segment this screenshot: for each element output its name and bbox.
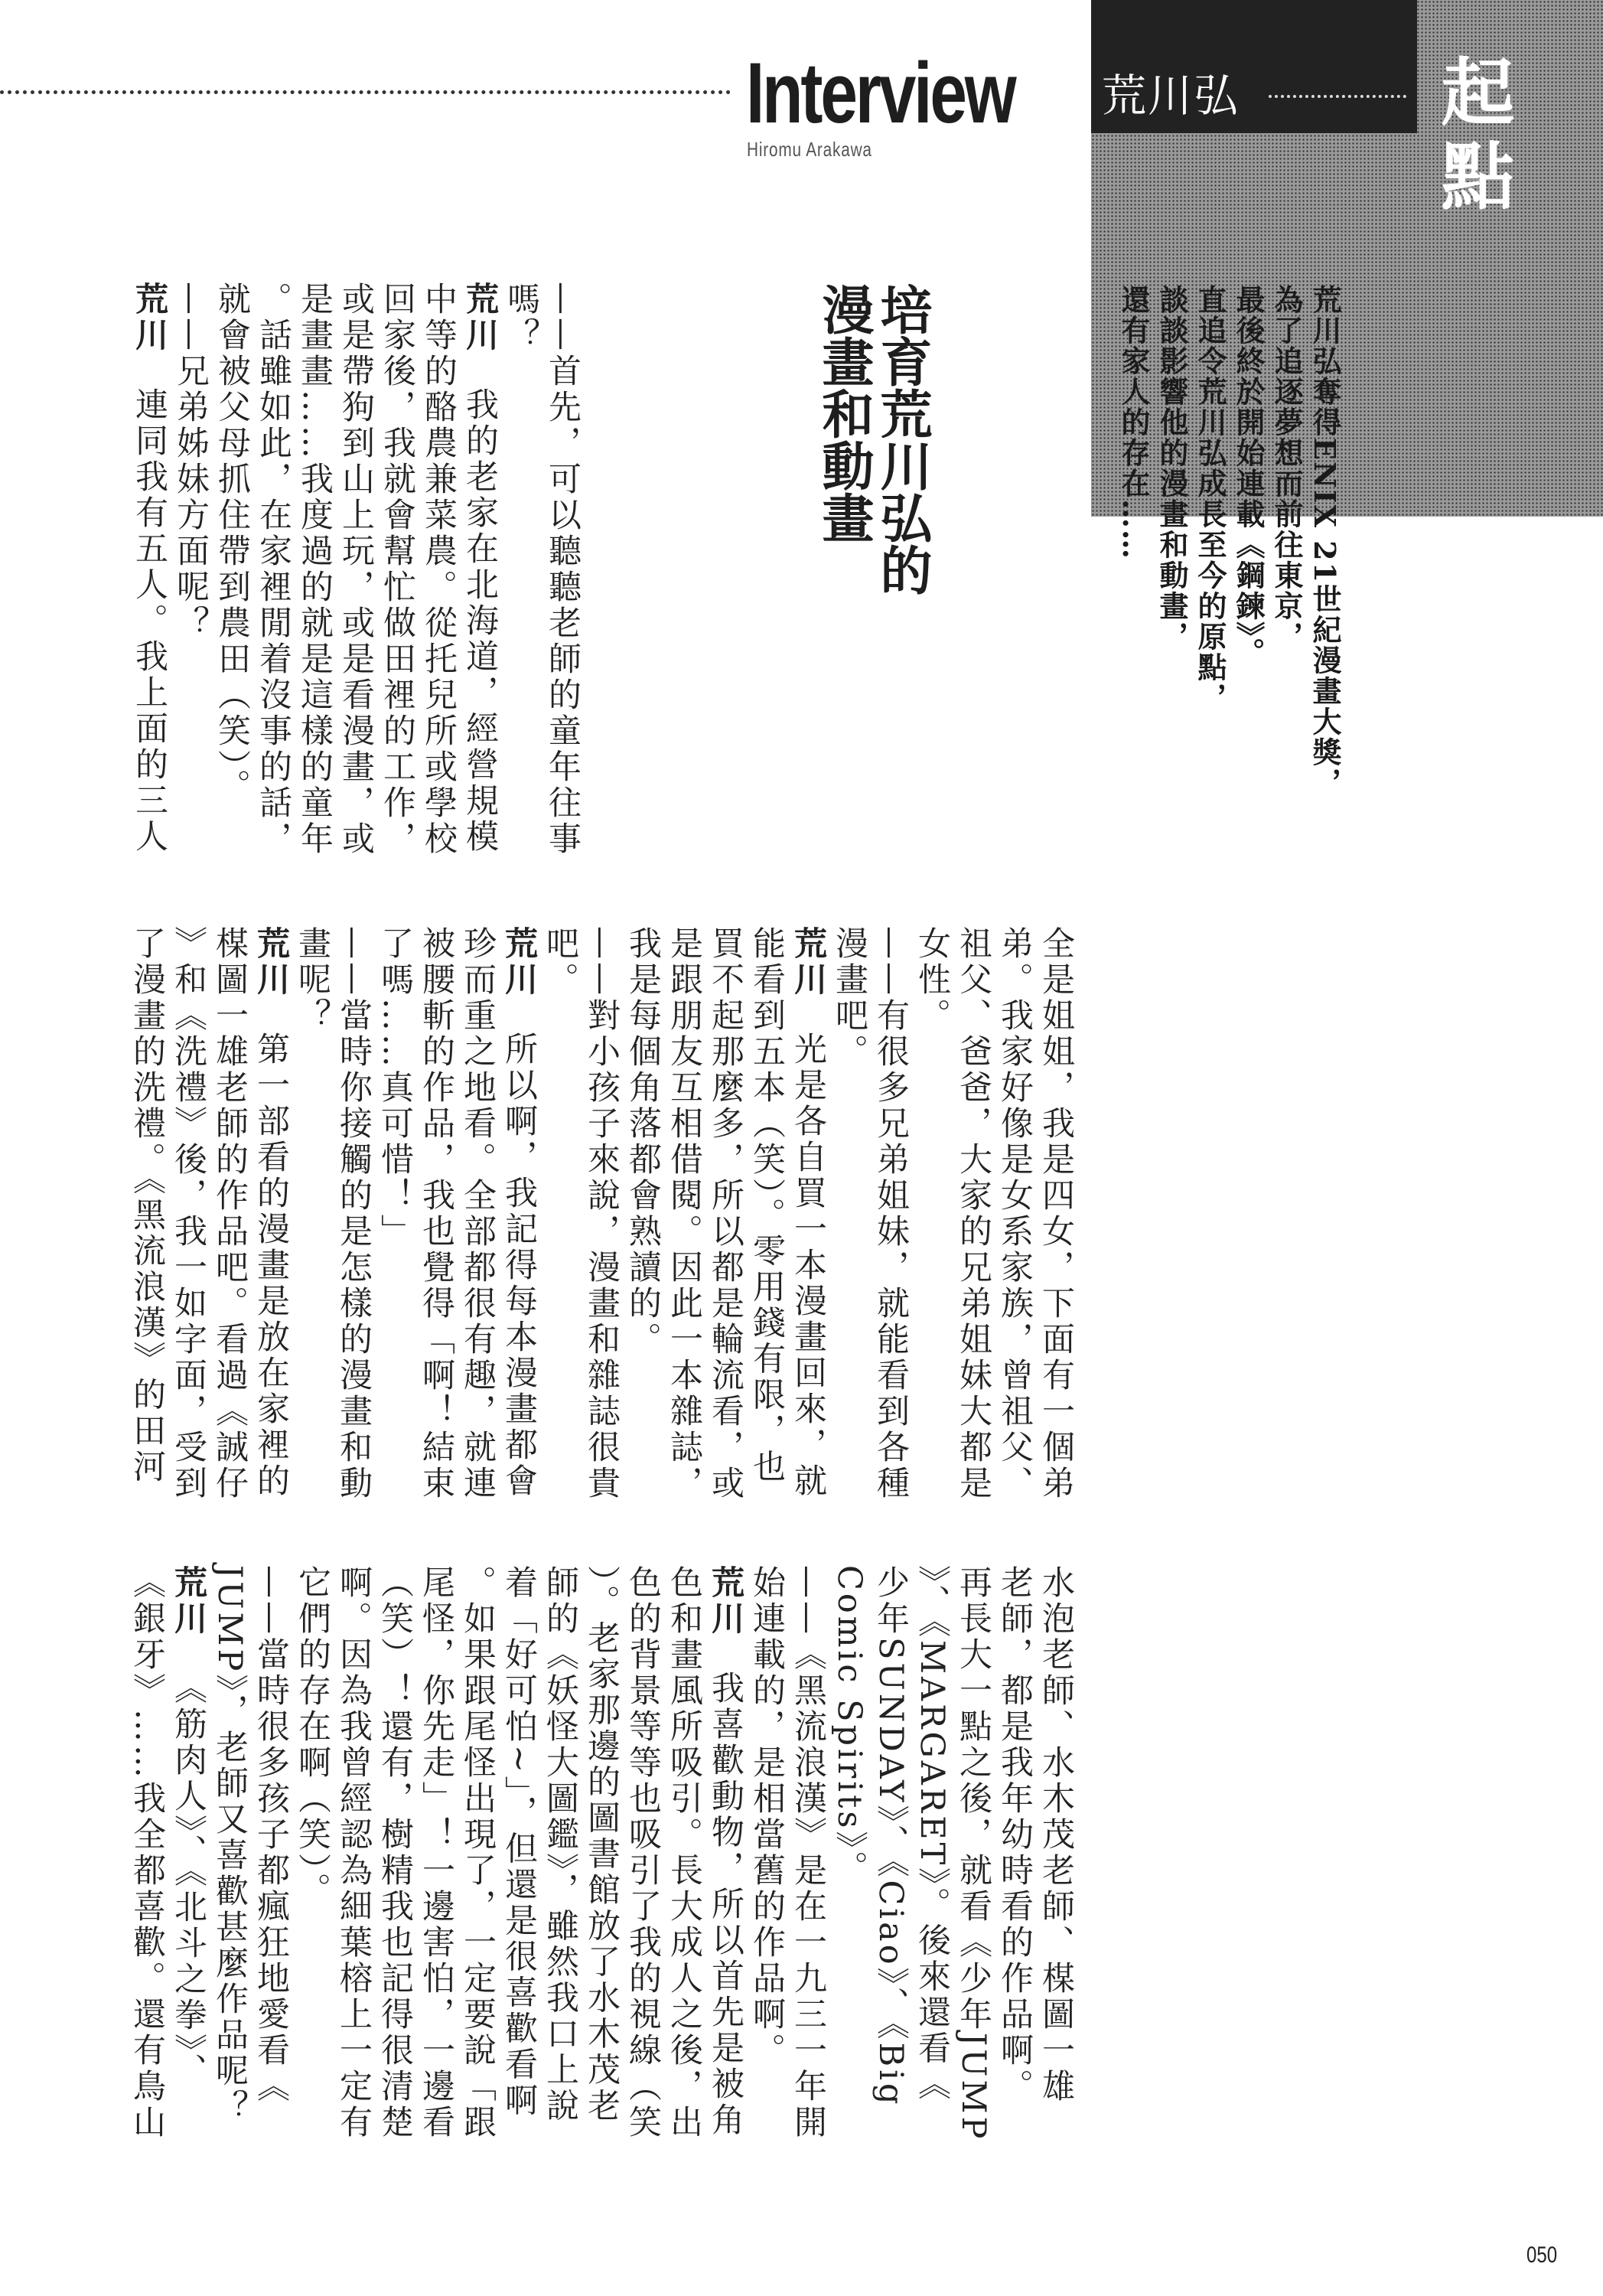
intro-line: 談談影響他的漫畫和動畫， bbox=[1155, 285, 1189, 652]
answer-text: 《筋肉人》、《北斗之拳》、 bbox=[169, 1671, 207, 2089]
text-line: 老師，都是我年幼時看的作品啊。 bbox=[995, 1565, 1034, 2105]
question-line: ——有很多兄弟姐妹，就能看到各種 bbox=[872, 926, 910, 1502]
body-block-middle bbox=[126, 926, 1077, 1502]
speaker-label: 荒川 bbox=[130, 282, 168, 354]
text-line: 嗎？ bbox=[502, 282, 540, 354]
speaker-label: 荒川 bbox=[169, 1565, 207, 1637]
text-line: 吧。 bbox=[541, 926, 579, 998]
headline-line: 培育荒川弘的 bbox=[872, 283, 933, 595]
page-number: 050 bbox=[1526, 2242, 1558, 2268]
answer-text: 光是各自買一本漫畫回來，就 bbox=[789, 1032, 827, 1499]
text-line: 師的《妖怪大圖鑑》，雖然我口上說 bbox=[541, 1565, 579, 2125]
text-line: 少年SUNDAY》、《Ciao》、《Big bbox=[872, 1565, 910, 2108]
intro-line: 荒川弘奪得ENIX 21世紀漫畫大獎， bbox=[1308, 285, 1342, 799]
text-line: 水泡老師、水木茂老師、楳圖一雄 bbox=[1037, 1565, 1075, 2105]
question-line: ——首先，可以聽聽老師的童年往事 bbox=[543, 282, 582, 857]
author-dotted-rule bbox=[1269, 95, 1406, 98]
author-name: 荒川弘 bbox=[1102, 70, 1240, 122]
speaker-label: 荒川 bbox=[252, 926, 290, 998]
text-line: 女性。 bbox=[913, 926, 951, 1034]
answer-line bbox=[787, 926, 829, 1499]
intro-line: 最後終於開始連載《鋼鍊》。 bbox=[1231, 285, 1266, 668]
answer-text: 連同我有五人。我上面的三人 bbox=[130, 387, 168, 855]
text-line: 楳圖一雄老師的作品吧。看過《誠仔 bbox=[210, 926, 249, 1502]
text-line: 了漫畫的洗禮。《黑流浪漢》的田河 bbox=[128, 926, 166, 1486]
speaker-label: 荒川 bbox=[461, 282, 499, 354]
text-line: 回家後，我就會幫忙做田裡的工作， bbox=[378, 282, 416, 857]
text-line: 我是每個角落都會熟讀的。 bbox=[624, 926, 662, 1358]
text-line: JUMP》，老師又喜歡甚麼作品呢？ bbox=[210, 1565, 249, 2125]
text-line: 或是帶狗到山上玩，或是看漫畫，或 bbox=[337, 282, 375, 857]
text-line: 是跟朋友互相借閱。因此一本雜誌， bbox=[665, 926, 703, 1502]
body-block-lower bbox=[126, 1565, 1077, 2147]
text-line: 畫呢？ bbox=[293, 926, 331, 1034]
text-line: （笑）！還有，樹精我也記得很清楚 bbox=[376, 1565, 414, 2141]
text-line: 啊。因為我曾經認為細葉榕上一定有 bbox=[334, 1565, 373, 2141]
text-line: 尾怪，你先走」！一邊害怕，一邊看 bbox=[417, 1565, 455, 2141]
text-line: 。話雖如此，在家裡閒着沒事的話， bbox=[254, 282, 292, 857]
text-line: 着「好可怕~」，但還是很喜歡看啊 bbox=[500, 1565, 538, 2119]
speaker-label: 荒川 bbox=[500, 926, 538, 998]
text-line: 了嗎……真可惜！」 bbox=[376, 926, 414, 1250]
answer-text: 所以啊，我記得每本漫畫都會 bbox=[500, 1032, 538, 1499]
text-line: 珍而重之地看。全部都很有趣，就連 bbox=[458, 926, 497, 1502]
question-line: ——《黑流浪漢》是在一九三一年開 bbox=[789, 1565, 827, 2141]
text-line: 能看到五本（笑）。零用錢有限，也 bbox=[748, 926, 786, 1486]
question-line: ——兄弟姊妹方面呢？ bbox=[171, 282, 210, 641]
question-line: ——當時你接觸的是怎樣的漫畫和動 bbox=[334, 926, 373, 1502]
text-line: 弟。我家好像是女系家族，曾祖父、 bbox=[995, 926, 1034, 1502]
intro-line: 還有家人的存在…… bbox=[1116, 285, 1151, 560]
answer-line bbox=[705, 1565, 746, 2147]
text-line: 《銀牙》……我全都喜歡。還有鳥山 bbox=[128, 1565, 166, 2141]
intro-lede bbox=[1114, 285, 1344, 866]
header-dotted-rule bbox=[0, 90, 731, 94]
answer-text: 第一部看的漫畫是放在家裡的 bbox=[252, 1032, 290, 1499]
text-line: 中等的酪農兼菜農。從托兒所或學校 bbox=[419, 282, 458, 857]
text-line: 色的背景等等也吸引了我的視線（笑 bbox=[624, 1565, 662, 2141]
answer-text: 我的老家在北海道，經營規模 bbox=[461, 387, 499, 855]
text-line: 色和畫風所吸引。長大成人之後，出 bbox=[665, 1565, 703, 2141]
answer-line bbox=[250, 926, 292, 1499]
page-title: Interview bbox=[746, 45, 1015, 141]
text-line: 》和《洗禮》後，我一如字面，受到 bbox=[169, 926, 207, 1502]
answer-line bbox=[129, 282, 170, 863]
text-line: 全是姐姐，我是四女，下面有一個弟 bbox=[1037, 926, 1075, 1502]
text-line: 。如果跟尾怪出現了，一定要說「跟 bbox=[458, 1565, 497, 2141]
text-line: 始連載的，是相當舊的作品啊。 bbox=[748, 1565, 786, 2069]
question-line: ——對小孩子來說，漫畫和雜誌很貴 bbox=[582, 926, 621, 1502]
text-line: 再長大一點之後，就看《少年JUMP bbox=[954, 1565, 992, 2142]
body-block-upper bbox=[129, 282, 583, 863]
text-line: Comic Spirits》。 bbox=[830, 1565, 868, 1887]
text-line: 漫畫吧。 bbox=[830, 926, 868, 1070]
section-headline bbox=[815, 283, 931, 773]
text-line: 買不起那麼多，所以都是輪流看，或 bbox=[706, 926, 744, 1502]
answer-text: 我喜歡動物，所以首先是被角 bbox=[706, 1671, 744, 2138]
section-label: 起點 bbox=[1429, 54, 1515, 222]
question-line: ——當時很多孩子都瘋狂地愛看《 bbox=[252, 1565, 290, 2105]
text-line: 就會被父母抓住帶到農田（笑）。 bbox=[213, 282, 251, 805]
headline-line: 漫畫和動畫 bbox=[813, 283, 875, 543]
text-line: ）。老家那邊的圖書館放了水木茂老 bbox=[582, 1565, 621, 2125]
intro-line: 為了追逐夢想而前往東京， bbox=[1269, 285, 1304, 652]
text-line: 祖父、爸爸，大家的兄弟姐妹大都是 bbox=[954, 926, 992, 1502]
speaker-label: 荒川 bbox=[706, 1565, 744, 1637]
answer-line bbox=[168, 1565, 209, 2147]
answer-line bbox=[498, 926, 539, 1499]
intro-line: 直追令荒川弘成長至今的原點， bbox=[1193, 285, 1227, 713]
answer-line bbox=[459, 282, 500, 863]
speaker-label: 荒川 bbox=[789, 926, 827, 998]
text-line: 它們的存在啊（笑）。 bbox=[293, 1565, 331, 1909]
text-line: 被腰斬的作品，我也覺得「啊！結束 bbox=[417, 926, 455, 1502]
text-line: 》、《MARGARET》。後來還看《 bbox=[913, 1565, 951, 2103]
text-line: 是畫畫……我度過的就是這樣的童年 bbox=[295, 282, 334, 857]
page-subtitle: Hiromu Arakawa bbox=[747, 138, 872, 161]
